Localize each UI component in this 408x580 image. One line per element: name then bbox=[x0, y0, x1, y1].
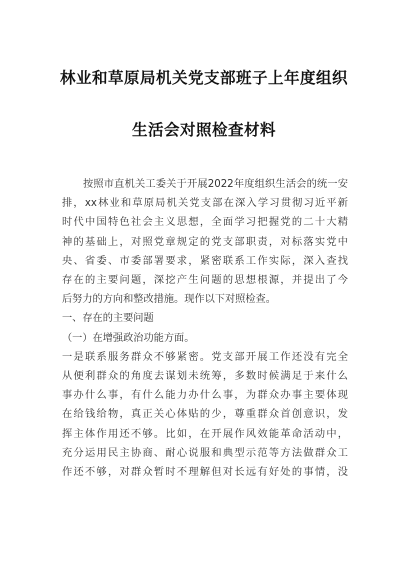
text-line: 时代中国特色社会主义思想，全面学习把握党的二十大精 bbox=[62, 217, 348, 229]
text-line: 存在的主要问题，深挖产生问题的思想根源，并提出了今 bbox=[62, 275, 348, 287]
text-line: 排，xx林业和草原局机关党支部在深入学习贯彻习近平新 bbox=[62, 198, 348, 210]
text-line: 后努力的方向和整改措施。现作以下对照检查。 bbox=[62, 294, 276, 306]
text-line: 充分运用民主协商、耐心说服和典型示范等方法做群众工 bbox=[62, 447, 348, 459]
section-heading: 一、存在的主要问题 bbox=[62, 313, 154, 325]
text-line: 央、省委、市委部署要求，紧密联系工作实际，深入查找 bbox=[62, 255, 348, 267]
document-title-line-2: 生活会对照检查材料 bbox=[131, 121, 276, 139]
document-body bbox=[62, 175, 348, 482]
text-line: 从便利群众的角度去谋划未统筹，多数时候满足于来什么 bbox=[62, 371, 348, 383]
subsection-heading: （一）在增强政治功能方面。 bbox=[62, 332, 195, 344]
text-line: 挥主体作用还不够。比如，在开展作风效能革命活动中， bbox=[62, 428, 348, 440]
text-line: 在给钱给物，真正关心体贴的少，尊重群众首创意识，发 bbox=[62, 409, 348, 421]
text-line: 按照市直机关工委关于开展2022年度组织生活会的统一安 bbox=[83, 179, 348, 190]
text-line: 作还不够，对群众暂时不理解但对长远有好处的事情，没 bbox=[62, 467, 348, 479]
text-line: 神的基础上，对照党章规定的党支部职责，对标落实党中 bbox=[62, 236, 348, 248]
document-title-line-1: 林业和草原局机关党支部班子上年度组织 bbox=[59, 69, 348, 87]
text-line: 一是联系服务群众不够紧密。党支部开展工作还没有完全 bbox=[62, 351, 348, 363]
body-paragraph bbox=[62, 348, 348, 482]
intro-paragraph bbox=[62, 175, 348, 309]
text-line: 事办什么事，有什么能力办什么事，为群众办事主要体现 bbox=[62, 390, 348, 402]
